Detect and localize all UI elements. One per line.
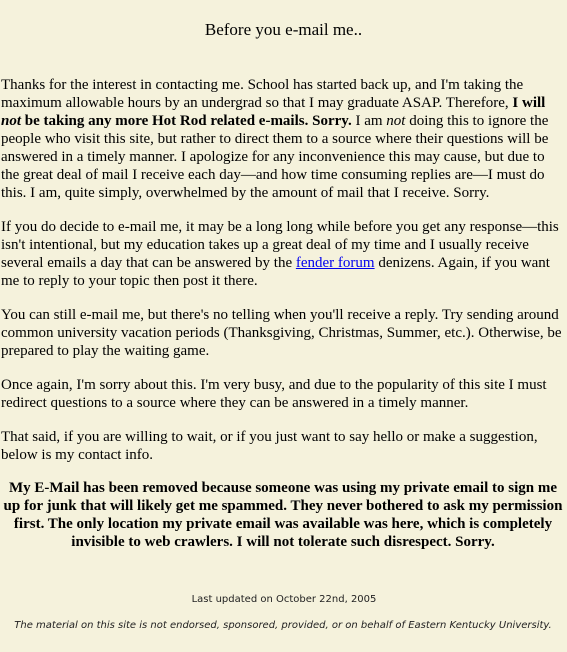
email-removed-notice: My E-Mail has been removed because someone was using my private email to sign me up for junk that will likely get me spammed. They never bothered to ask my permission first. The only location my private email was available was here, which is completely invisible to web crawlers. I will not tolerate such disrespect. Sorry. [3, 480, 563, 550]
fender-forum-link[interactable]: fender forum [295, 255, 375, 271]
text: If you do decide to e-mail me, it may be a long long while before you get any response—this isn't intentional, but my education takes up a great deal of my time and I usually receive several emails a day that can be answered by the [1, 219, 559, 271]
page-title: Before you e-mail me.. [204, 20, 363, 39]
italic-text: not [386, 113, 406, 129]
paragraph-intro [1, 76, 565, 202]
paragraph-contact: That said, if you are willing to wait, or if you just want to say hello or make a suggestion, below is my contact info. [1, 429, 538, 463]
text: Thanks for the interest in contacting me. School has started back up, and I'm taking the maximum allowable hours by an undergrad so that I may graduate ASAP. Therefore, [1, 77, 524, 111]
text: doing this to ignore the people who visit this site, but rather to direct them to a source where their questions will be answered in a timely manner. I apologize for any inconvenience this may cause, but due to the great deal of mail I receive each day—and how time consuming replies are—I must do this. I am, quite simply, overwhelmed by the amount of mail that I receive. Sorry. [1, 113, 549, 201]
last-updated: Last updated on October 22nd, 2005 [191, 594, 377, 605]
paragraph-apology: Once again, I'm sorry about this. I'm very busy, and due to the popularity of this site I must redirect questions to a source where they can be answered in a timely manner. [1, 377, 547, 411]
paragraph-response [1, 218, 565, 290]
paragraph-waiting: You can still e-mail me, but there's no telling when you'll receive a reply. Try sending around common university vacation periods (Thanksgiving, Christmas, Summer, etc.). Otherwise, be prepared to play the waiting game. [1, 307, 562, 359]
disclaimer: The material on this site is not endorsed, sponsored, provided, or on behalf of Eastern Kentucky University. [14, 620, 552, 631]
text: denizens. Again, if you want me to reply to your topic then post it there. [1, 255, 550, 289]
main-content [0, 76, 567, 632]
bold-text: I will not be taking any more Hot Rod related e-mails. Sorry. [1, 95, 546, 129]
text: I am [351, 113, 387, 129]
